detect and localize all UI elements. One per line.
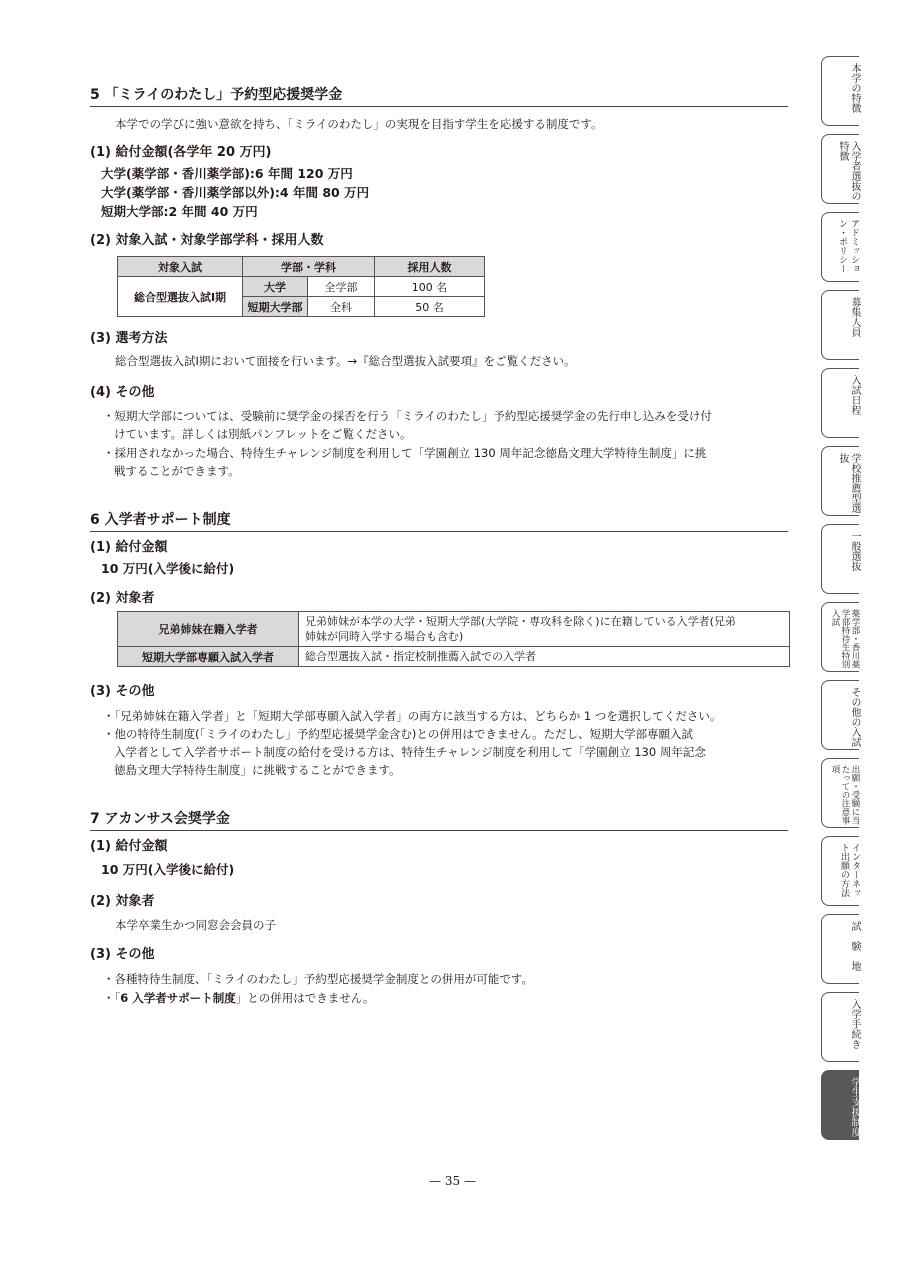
s5-sub3-title: (3) 選考方法 — [90, 331, 168, 346]
td-r1-b: 全学部 — [308, 277, 375, 297]
tab-general[interactable]: 一般選抜 — [821, 524, 859, 594]
td-junior: 総合型選抜入試・指定校制推薦入試での入学者 — [299, 647, 790, 667]
s7-bullet-2 — [103, 989, 374, 1007]
section-5-title: 5 「ミライのわたし」予約型応援奨学金 — [90, 86, 788, 107]
s7-sub3-title: (3) その他 — [90, 947, 155, 962]
s7-bullet-2-post: 」との併用はできません。 — [235, 991, 375, 1005]
tab-school-recommendation[interactable]: 学校推薦型選抜 — [821, 446, 859, 516]
td-r1-a: 大学 — [243, 277, 308, 297]
s6-bullet-1: ・「兄弟姉妹在籍入学者」と「短期大学部専願入試入学者」の両方に該当する方は、どちらか 1 つを選択してください。 — [103, 709, 722, 723]
tab-admission-policy[interactable]: アドミッション・ポリシー — [821, 212, 859, 282]
s6-bullet-2-line-1: ・他の特待生制度(「ミライのわたし」予約型応援奨学金含む)との併用はできません。ただし、短期大学部専願入試 — [103, 727, 694, 741]
td-exam: 総合型選抜入試Ⅰ期 — [118, 277, 243, 317]
s6-bullet-2-line-3: 徳島文理大学特待生制度」に挑戦することができます。 — [114, 763, 401, 777]
s7-target: 本学卒業生かつ同窓会会員の子 — [115, 918, 276, 932]
page-number: — 35 — — [429, 1174, 476, 1188]
tab-notes[interactable]: 出願・受験に当たっての注意事項 — [821, 758, 859, 828]
td-sibling — [299, 612, 790, 647]
s7-bullet-2-pre: ・「 — [103, 991, 121, 1005]
s6-sub1-title: (1) 給付金額 — [90, 540, 168, 555]
s6-amount: 10 万円(入学後に給付) — [101, 561, 235, 576]
s5-selection-text: 総合型選抜入試Ⅰ期において面接を行います。→『総合型選抜入試要項』をご覧ください。 — [115, 354, 576, 368]
s7-amount: 10 万円(入学後に給付) — [101, 862, 235, 877]
tab-features[interactable]: 本学の特徴 — [821, 56, 859, 126]
td-r1-c: 100 名 — [375, 277, 485, 297]
s6-sub2-title: (2) 対象者 — [90, 591, 155, 606]
tab-enrollment[interactable]: 入学手続き — [821, 992, 859, 1062]
s5-sub2-title: (2) 対象入試・対象学部学科・採用人数 — [90, 233, 324, 248]
section-6-title: 6 入学者サポート制度 — [90, 511, 788, 532]
s5-sub1-title: (1) 給付金額(各学年 20 万円) — [90, 145, 272, 160]
td-r2-b: 全科 — [308, 297, 375, 317]
td-r2-c: 50 名 — [375, 297, 485, 317]
s5-bullet-1-line-1: ・短期大学部については、受験前に奨学金の採否を行う「ミライのわたし」予約型応援奨学金の先行申し込みを受け付 — [103, 409, 712, 423]
s7-bullet-1: ・各種特待生制度、「ミライのわたし」予約型応援奨学金制度との併用が可能です。 — [103, 972, 533, 986]
tab-other-exams[interactable]: その他の入試 — [821, 680, 859, 750]
s5-bullet-2-line-1: ・採用されなかった場合、特待生チャレンジ制度を利用して「学園創立 130 周年記念徳島文理大学特待生制度」に挑 — [103, 446, 707, 460]
section-5-intro: 本学での学びに強い意欲を持ち、「ミライのわたし」の実現を目指す学生を応援する制度です。 — [115, 117, 603, 131]
tab-recruitment[interactable]: 募集人員 — [821, 290, 859, 360]
eligibility-table — [117, 611, 790, 667]
th-sibling: 兄弟姉妹在籍入学者 — [118, 612, 299, 647]
s5-amount-line-3: 短期大学部:2 年間 40 万円 — [101, 204, 258, 219]
s7-sub2-title: (2) 対象者 — [90, 894, 155, 909]
s7-bullet-2-bold: 6 入学者サポート制度 — [120, 991, 236, 1005]
tab-student-support[interactable]: 学生支援制度 — [821, 1070, 859, 1140]
s5-bullet-2-line-2: 戦することができます。 — [114, 464, 240, 478]
tab-selection-features[interactable]: 入学者選抜の特徴 — [821, 134, 859, 204]
th-num: 採用人数 — [375, 257, 485, 277]
s6-sub3-title: (3) その他 — [90, 684, 155, 699]
th-junior: 短期大学部専願入試入学者 — [118, 647, 299, 667]
tab-schedule[interactable]: 入試日程 — [821, 368, 859, 438]
s6-bullet-2-line-2: 入学者として入学者サポート制度の給付を受ける方は、特待生チャレンジ制度を利用して「学園創立 130 周年記念 — [114, 745, 706, 759]
td-sibling-line-2: 姉妹が同時入学する場合も含む) — [305, 630, 464, 643]
s5-amount-line-2: 大学(薬学部・香川薬学部以外):4 年間 80 万円 — [101, 185, 370, 200]
s5-bullet-1-line-2: けています。詳しくは別紙パンフレットをご覧ください。 — [114, 427, 412, 441]
s5-amount-line-1: 大学(薬学部・香川薬学部):6 年間 120 万円 — [101, 166, 353, 181]
th-dept: 学部・学科 — [243, 257, 375, 277]
th-exam: 対象入試 — [118, 257, 243, 277]
tab-exam-site[interactable]: 試験地 — [821, 914, 859, 984]
td-sibling-line-1: 兄弟姉妹が本学の大学・短期大学部(大学院・専攻科を除く)に在籍している入学者(兄弟 — [305, 615, 736, 628]
section-7-title: 7 アカンサス会奨学金 — [90, 810, 788, 831]
tab-internet-apply[interactable]: インターネット出願の方法 — [821, 836, 859, 906]
s5-sub4-title: (4) その他 — [90, 385, 155, 400]
s7-sub1-title: (1) 給付金額 — [90, 839, 168, 854]
exam-table — [117, 256, 485, 317]
td-r2-a: 短期大学部 — [243, 297, 308, 317]
tab-pharmacy-special[interactable]: 薬学部・香川薬学部特待生特別入試 — [821, 602, 859, 672]
